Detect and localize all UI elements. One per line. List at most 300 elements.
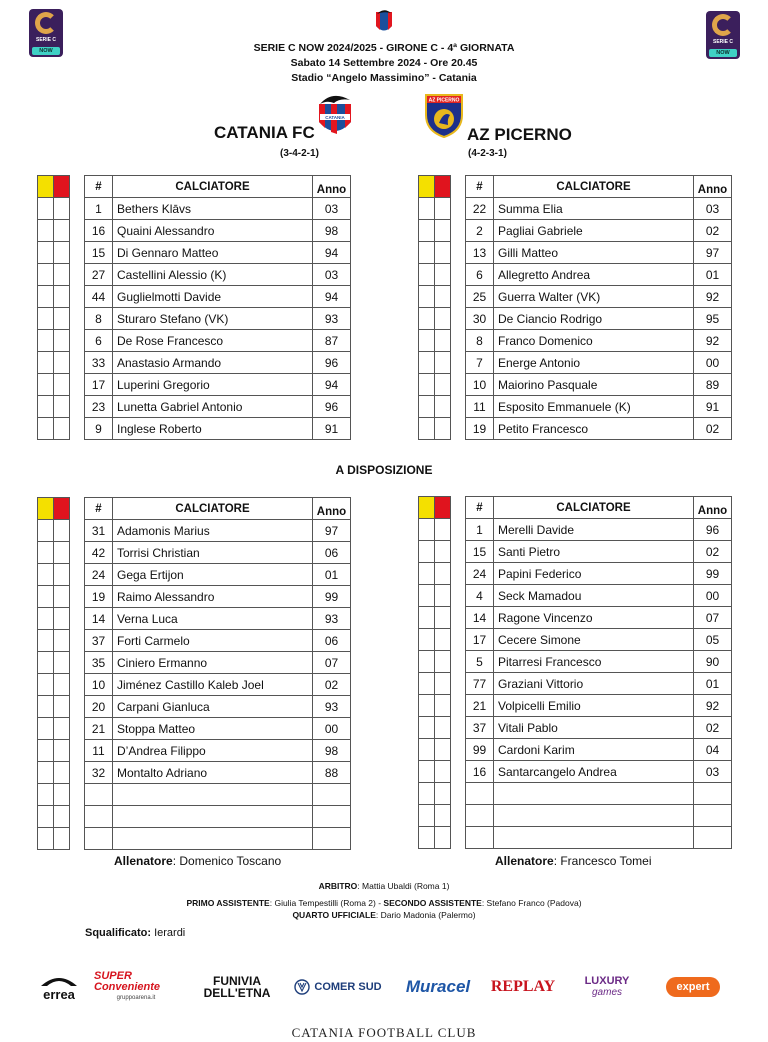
red-card-cell (435, 374, 451, 396)
column-header-year: Anno (313, 498, 351, 520)
red-card-cell (54, 740, 70, 762)
player-number: 16 (85, 220, 113, 242)
player-birth-year: 98 (313, 220, 351, 242)
table-row (85, 674, 351, 696)
red-card-icon (54, 498, 70, 520)
yellow-card-cell (419, 673, 435, 695)
player-number: 24 (85, 564, 113, 586)
fourth-official-name: : Dario Madonia (Palermo) (375, 910, 476, 920)
player-birth-year: 02 (694, 418, 732, 440)
player-number (85, 784, 113, 806)
table-row (85, 784, 351, 806)
yellow-card-cell (38, 396, 54, 418)
red-card-cell (435, 286, 451, 308)
player-number: 13 (466, 242, 494, 264)
player-name: Luperini Gregorio (113, 374, 313, 396)
table-row (85, 630, 351, 652)
red-card-cell (54, 806, 70, 828)
referee-name: : Mattia Ubaldi (Roma 1) (357, 881, 450, 891)
player-name: Cecere Simone (494, 629, 694, 651)
player-birth-year: 93 (313, 608, 351, 630)
red-card-cell (54, 286, 70, 308)
red-card-cell (435, 220, 451, 242)
table-row (85, 330, 351, 352)
picerno-crest-icon (422, 89, 466, 139)
player-number: 44 (85, 286, 113, 308)
player-name (113, 828, 313, 850)
table-row (466, 286, 732, 308)
table-row (466, 695, 732, 717)
player-birth-year: 97 (694, 242, 732, 264)
red-card-cell (54, 586, 70, 608)
red-card-cell (435, 519, 451, 541)
table-row (85, 520, 351, 542)
player-name: Santarcangelo Andrea (494, 761, 694, 783)
table-row (466, 673, 732, 695)
player-number: 21 (85, 718, 113, 740)
table-row (466, 761, 732, 783)
player-birth-year (694, 827, 732, 849)
table-row (85, 806, 351, 828)
red-card-cell (435, 396, 451, 418)
player-name (113, 806, 313, 828)
player-name: Guerra Walter (VK) (494, 286, 694, 308)
red-card-cell (54, 242, 70, 264)
away-coach-name: : Francesco Tomei (553, 854, 652, 868)
player-name: Lunetta Gabriel Antonio (113, 396, 313, 418)
player-number: 27 (85, 264, 113, 286)
red-card-cell (435, 629, 451, 651)
player-number: 31 (85, 520, 113, 542)
serie-c-now-logo-left: SERIE C NOW (29, 9, 63, 57)
player-name: Verna Luca (113, 608, 313, 630)
player-name: Pitarresi Francesco (494, 651, 694, 673)
player-birth-year: 01 (694, 673, 732, 695)
away-team-name: AZ PICERNO (467, 125, 572, 144)
player-number: 5 (466, 651, 494, 673)
player-number: 15 (466, 541, 494, 563)
yellow-card-cell (419, 396, 435, 418)
yellow-card-cell (419, 563, 435, 585)
player-number (85, 828, 113, 850)
table-row (466, 541, 732, 563)
player-name: Seck Mamadou (494, 585, 694, 607)
column-header-player: CALCIATORE (494, 176, 694, 198)
player-birth-year: 03 (694, 761, 732, 783)
player-birth-year: 94 (313, 286, 351, 308)
away-starters-cards (418, 175, 451, 440)
red-card-cell (54, 520, 70, 542)
player-name: Carpani Gianluca (113, 696, 313, 718)
player-name: D’Andrea Filippo (113, 740, 313, 762)
table-row (466, 607, 732, 629)
table-row (85, 740, 351, 762)
player-name: Santi Pietro (494, 541, 694, 563)
player-birth-year: 03 (313, 198, 351, 220)
player-number: 4 (466, 585, 494, 607)
column-header-player: CALCIATORE (113, 176, 313, 198)
player-birth-year: 92 (694, 286, 732, 308)
table-row (466, 374, 732, 396)
player-number: 1 (466, 519, 494, 541)
yellow-card-cell (38, 564, 54, 586)
svg-text:CATANIA: CATANIA (325, 115, 345, 120)
player-name: Raimo Alessandro (113, 586, 313, 608)
player-name (494, 805, 694, 827)
assistants-line (0, 898, 768, 908)
yellow-card-cell (419, 198, 435, 220)
fourth-official-label: QUARTO UFFICIALE (292, 910, 376, 920)
second-assistant-name: : Stefano Franco (Padova) (481, 898, 582, 908)
match-date-time: Sabato 14 Settembre 2024 - Ore 20.45 (290, 57, 478, 69)
red-card-cell (54, 198, 70, 220)
first-assistant-name: : Giulia Tempestilli (Roma 2) - (269, 898, 384, 908)
red-card-cell (435, 607, 451, 629)
table-row (85, 374, 351, 396)
player-name: Graziani Vittorio (494, 673, 694, 695)
home-bench-table (84, 497, 351, 850)
yellow-card-cell (419, 352, 435, 374)
red-card-cell (54, 828, 70, 850)
yellow-card-cell (419, 629, 435, 651)
player-number: 35 (85, 652, 113, 674)
red-card-icon (435, 497, 451, 519)
home-team-name: CATANIA FC (214, 123, 315, 142)
player-birth-year: 02 (694, 541, 732, 563)
yellow-card-cell (419, 374, 435, 396)
red-card-cell (54, 352, 70, 374)
catania-crest-icon (316, 94, 354, 138)
red-card-cell (435, 805, 451, 827)
competition-title: SERIE C NOW 2024/2025 - GIRONE C - 4ª GIORNATA (253, 42, 515, 54)
player-number: 15 (85, 242, 113, 264)
second-assistant-label: SECONDO ASSISTENTE (383, 898, 482, 908)
yellow-card-cell (419, 717, 435, 739)
yellow-card-icon (419, 176, 435, 198)
player-number: 9 (85, 418, 113, 440)
player-birth-year: 99 (313, 586, 351, 608)
player-number: 8 (466, 330, 494, 352)
player-name: Inglese Roberto (113, 418, 313, 440)
table-row (85, 396, 351, 418)
red-card-cell (435, 783, 451, 805)
red-card-cell (435, 695, 451, 717)
red-card-cell (435, 330, 451, 352)
player-birth-year: 01 (313, 564, 351, 586)
table-row (466, 352, 732, 374)
player-number (466, 805, 494, 827)
column-header-year: Anno (694, 497, 732, 519)
table-row (466, 264, 732, 286)
red-card-cell (54, 542, 70, 564)
player-name: Summa Elia (494, 198, 694, 220)
yellow-card-cell (419, 585, 435, 607)
table-row (466, 308, 732, 330)
referee-label: ARBITRO (318, 881, 358, 891)
sponsor-comer-sud: COMER SUD (292, 972, 384, 1002)
player-name: Guglielmotti Davide (113, 286, 313, 308)
away-formation: (4-2-3-1) (468, 148, 507, 159)
red-card-cell (54, 630, 70, 652)
player-name: Franco Domenico (494, 330, 694, 352)
player-name: Merelli Davide (494, 519, 694, 541)
player-name: Forti Carmelo (113, 630, 313, 652)
sponsor-super-conveniente: SUPER Conveniente gruppoarena.it (94, 969, 161, 1001)
player-birth-year: 96 (313, 352, 351, 374)
table-row (85, 718, 351, 740)
player-number: 23 (85, 396, 113, 418)
yellow-card-cell (419, 519, 435, 541)
player-number: 6 (466, 264, 494, 286)
player-number: 11 (85, 740, 113, 762)
player-birth-year: 98 (313, 740, 351, 762)
yellow-card-cell (38, 542, 54, 564)
expert-badge: expert (666, 977, 719, 997)
player-birth-year: 88 (313, 762, 351, 784)
player-name: Maiorino Pasquale (494, 374, 694, 396)
yellow-card-cell (419, 761, 435, 783)
player-name: Pagliai Gabriele (494, 220, 694, 242)
red-card-cell (435, 585, 451, 607)
table-row (85, 762, 351, 784)
yellow-card-icon (38, 498, 54, 520)
yellow-card-cell (38, 828, 54, 850)
table-row (466, 418, 732, 440)
table-row (85, 264, 351, 286)
player-birth-year: 90 (694, 651, 732, 673)
table-row (466, 805, 732, 827)
player-birth-year: 97 (313, 520, 351, 542)
player-name: Gilli Matteo (494, 242, 694, 264)
table-row (466, 519, 732, 541)
red-card-cell (54, 762, 70, 784)
yellow-card-cell (38, 242, 54, 264)
red-card-cell (435, 673, 451, 695)
away-bench-table (465, 496, 732, 849)
red-card-cell (54, 374, 70, 396)
player-name: Petito Francesco (494, 418, 694, 440)
yellow-card-cell (419, 264, 435, 286)
yellow-card-cell (419, 783, 435, 805)
red-card-cell (435, 198, 451, 220)
player-name: De Ciancio Rodrigo (494, 308, 694, 330)
column-header-num: # (85, 176, 113, 198)
player-birth-year: 96 (694, 519, 732, 541)
yellow-card-cell (38, 264, 54, 286)
bench-section-title: A DISPOSIZIONE (335, 463, 433, 477)
player-birth-year: 87 (313, 330, 351, 352)
player-number: 17 (85, 374, 113, 396)
yellow-card-cell (419, 805, 435, 827)
table-row (466, 783, 732, 805)
red-card-cell (54, 564, 70, 586)
red-card-cell (435, 264, 451, 286)
player-name: Di Gennaro Matteo (113, 242, 313, 264)
yellow-card-cell (38, 806, 54, 828)
sponsor-muracel: Muracel (405, 977, 471, 996)
table-row (466, 585, 732, 607)
player-birth-year: 94 (313, 242, 351, 264)
red-card-cell (54, 674, 70, 696)
player-number: 8 (85, 308, 113, 330)
table-row (466, 198, 732, 220)
yellow-card-cell (419, 607, 435, 629)
yellow-card-cell (38, 352, 54, 374)
first-assistant-label: PRIMO ASSISTENTE (186, 898, 270, 908)
player-birth-year: 07 (694, 607, 732, 629)
yellow-card-cell (419, 242, 435, 264)
sponsor-errea: errea (34, 972, 84, 1002)
player-name: Bethers Klāvs (113, 198, 313, 220)
player-number: 16 (466, 761, 494, 783)
table-row (466, 396, 732, 418)
red-card-cell (435, 308, 451, 330)
away-coach (495, 854, 652, 868)
table-row (466, 651, 732, 673)
table-row (85, 286, 351, 308)
player-birth-year: 91 (313, 418, 351, 440)
table-row (466, 717, 732, 739)
player-name: Adamonis Marius (113, 520, 313, 542)
table-row (466, 827, 732, 849)
player-birth-year: 93 (313, 696, 351, 718)
player-number: 37 (85, 630, 113, 652)
player-number: 20 (85, 696, 113, 718)
column-header-num: # (85, 498, 113, 520)
disqualified-label: Squalificato: (85, 927, 152, 939)
yellow-card-cell (38, 418, 54, 440)
player-number (85, 806, 113, 828)
player-birth-year: 06 (313, 542, 351, 564)
player-birth-year: 92 (694, 330, 732, 352)
disqualified-line (85, 927, 185, 939)
red-card-cell (54, 308, 70, 330)
player-number: 19 (466, 418, 494, 440)
red-card-cell (435, 651, 451, 673)
player-birth-year: 99 (694, 563, 732, 585)
yellow-card-cell (419, 651, 435, 673)
player-number: 14 (85, 608, 113, 630)
table-row (85, 696, 351, 718)
yellow-card-cell (419, 286, 435, 308)
player-name: Jiménez Castillo Kaleb Joel (113, 674, 313, 696)
player-number: 14 (466, 607, 494, 629)
yellow-card-cell (38, 740, 54, 762)
player-number: 7 (466, 352, 494, 374)
footer-club-name: CATANIA FOOTBALL CLUB (291, 1025, 477, 1040)
sponsor-luxury-games: LUXURY games (584, 975, 630, 998)
player-name: Vitali Pablo (494, 717, 694, 739)
player-number: 42 (85, 542, 113, 564)
player-name: Anastasio Armando (113, 352, 313, 374)
yellow-card-cell (419, 739, 435, 761)
player-birth-year: 05 (694, 629, 732, 651)
table-row (85, 220, 351, 242)
player-number: 22 (466, 198, 494, 220)
yellow-card-cell (38, 696, 54, 718)
player-name: Quaini Alessandro (113, 220, 313, 242)
column-header-num: # (466, 176, 494, 198)
player-number: 32 (85, 762, 113, 784)
sponsor-replay: REPLAY (490, 978, 556, 995)
yellow-card-cell (38, 784, 54, 806)
player-birth-year: 02 (313, 674, 351, 696)
yellow-card-cell (419, 308, 435, 330)
table-row (85, 308, 351, 330)
yellow-card-cell (419, 695, 435, 717)
yellow-card-cell (38, 718, 54, 740)
player-birth-year: 03 (313, 264, 351, 286)
red-card-cell (54, 718, 70, 740)
vw-logo-icon (294, 979, 310, 995)
red-card-cell (435, 717, 451, 739)
errea-logo-icon (39, 974, 79, 988)
player-birth-year: 04 (694, 739, 732, 761)
player-birth-year: 95 (694, 308, 732, 330)
yellow-card-cell (419, 330, 435, 352)
player-number: 25 (466, 286, 494, 308)
table-row (85, 828, 351, 850)
table-row (466, 330, 732, 352)
player-birth-year (313, 784, 351, 806)
player-number: 10 (85, 674, 113, 696)
table-row (85, 586, 351, 608)
player-birth-year: 00 (694, 585, 732, 607)
yellow-card-cell (38, 330, 54, 352)
player-name: Montalto Adriano (113, 762, 313, 784)
catania-small-crest-icon (374, 8, 394, 36)
player-name (494, 827, 694, 849)
home-formation: (3-4-2-1) (280, 148, 319, 159)
player-birth-year: 02 (694, 717, 732, 739)
disqualified-name: Ierardi (151, 927, 186, 939)
yellow-card-cell (38, 374, 54, 396)
player-number: 1 (85, 198, 113, 220)
yellow-card-cell (38, 586, 54, 608)
player-name: Sturaro Stefano (VK) (113, 308, 313, 330)
red-card-cell (54, 784, 70, 806)
table-row (85, 542, 351, 564)
player-birth-year: 91 (694, 396, 732, 418)
player-number: 99 (466, 739, 494, 761)
red-card-cell (435, 418, 451, 440)
yellow-card-cell (38, 286, 54, 308)
home-bench-cards (37, 497, 70, 850)
column-header-year: Anno (313, 176, 351, 198)
player-number: 17 (466, 629, 494, 651)
red-card-cell (54, 652, 70, 674)
table-row (85, 564, 351, 586)
home-coach (114, 854, 281, 868)
player-name: Castellini Alessio (K) (113, 264, 313, 286)
yellow-card-cell (419, 220, 435, 242)
red-card-cell (54, 608, 70, 630)
home-coach-name: : Domenico Toscano (172, 854, 282, 868)
player-name: Stoppa Matteo (113, 718, 313, 740)
table-row (466, 739, 732, 761)
table-row (466, 220, 732, 242)
yellow-card-cell (38, 198, 54, 220)
player-birth-year (313, 828, 351, 850)
player-name (113, 784, 313, 806)
column-header-year: Anno (694, 176, 732, 198)
table-row (85, 242, 351, 264)
player-birth-year: 03 (694, 198, 732, 220)
red-card-cell (54, 330, 70, 352)
table-row (85, 608, 351, 630)
player-birth-year: 00 (313, 718, 351, 740)
away-starters-table (465, 175, 732, 440)
